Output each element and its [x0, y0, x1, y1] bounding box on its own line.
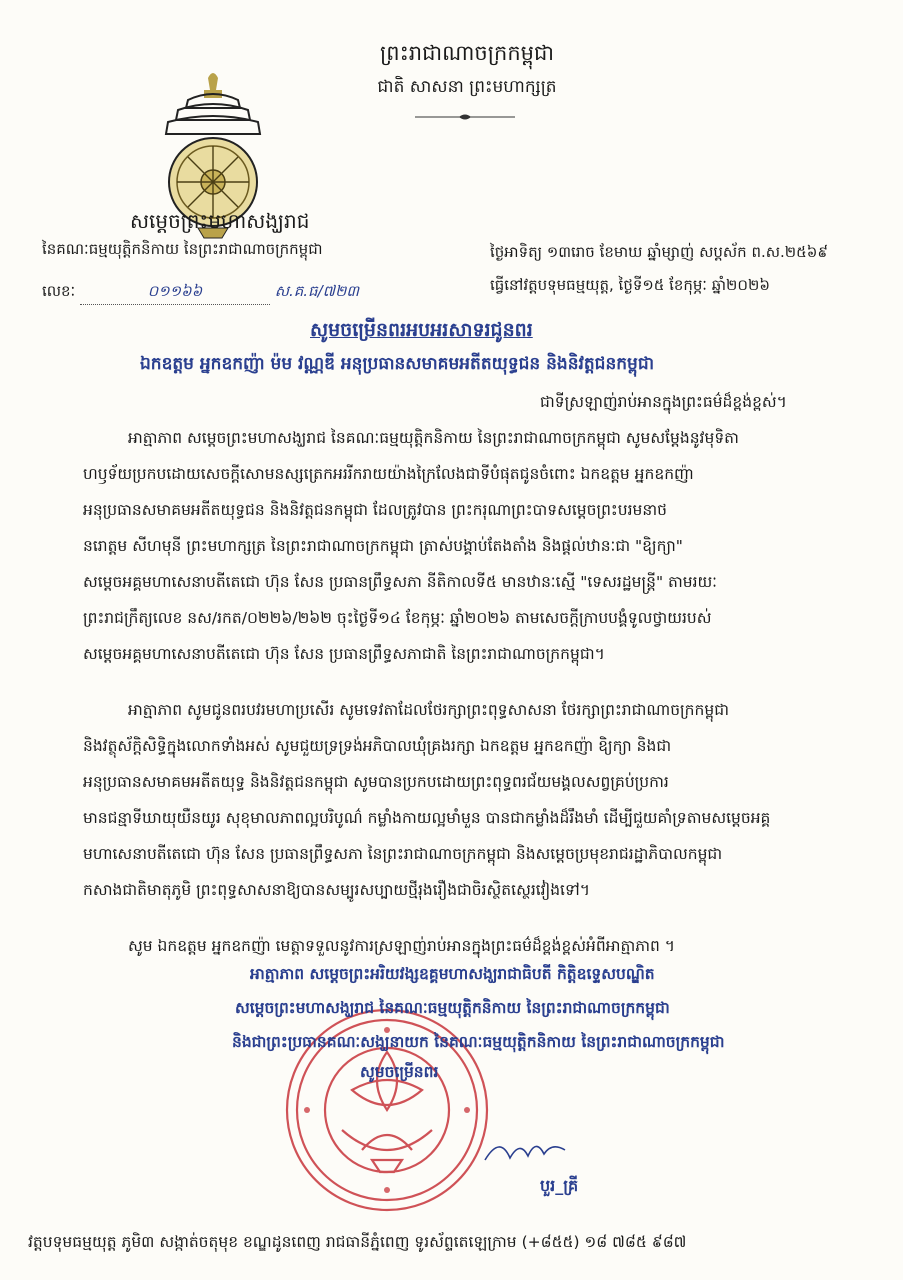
issuer-organization: នៃគណៈធម្មយុត្តិកនិកាយ នៃព្រះរាជាណាចក្រកម្ពុជា [42, 240, 323, 258]
kingdom-heading: ព្រះរាជាណាចក្រកម្ពុជា [379, 41, 554, 65]
p1-line: ព្រះរាជក្រឹត្យលេខ នស/រកត/០២២៦/២៦២ ចុះថ្ងៃទី១៤ ខែកុម្ភៈ ឆ្នាំ២០២៦ តាមសេចក្ដីក្រាបបង្គំទូលថ្វាយរបស់ [83, 609, 712, 627]
closing-blessing: សូមចម្រើនពរ [360, 1063, 439, 1081]
closing-line: សម្ដេចព្រះមហាសង្ឃរាជ នៃគណៈធម្មយុត្តិកនិកាយ នៃព្រះរាជាណាចក្រកម្ពុជា [235, 999, 670, 1017]
greeting: ជាទីស្រឡាញ់រាប់អានក្នុងព្រះធម៌ដ៏ខ្ពង់ខ្ពស់។ [540, 393, 787, 411]
letter-title: សូមចម្រើនពរអបអរសាទរជូនពរ [310, 319, 533, 341]
p1-line: ហឫទ័យប្រកបដោយសេចក្ដីសោមនស្សត្រេកអររីករាយយ៉ាងក្រៃលែងជាទីបំផុតជូនចំពោះ ឯកឧត្តម អ្នកឧកញ៉ា [83, 465, 694, 483]
p2-line: អាត្មាភាព សូមជូនពរបវរមហាប្រសើរ សូមទេវតាដែលថែរក្សាព្រះពុទ្ធសាសនា ថែរក្សាព្រះរាជាណាចក្រកម្ពុជា [128, 701, 729, 719]
reference-label: លេខៈ [42, 282, 76, 300]
signature-name: បួរ_គ្រី [540, 1176, 579, 1195]
footer-address: វត្តបទុមធម្មយុត្ត ភូមិ៣ សង្កាត់ចតុមុខ ខណ្ឌដូនពេញ រាជធានីភ្នំពេញ ទូរស័ព្ទតេឡេក្រាម (+៨៥៥) ១៨ ៧៨៥ ៩៨៧ [28, 1233, 687, 1251]
p1-line: សម្ដេចអគ្គមហាសេនាបតីតេជោ ហ៊ុន សែន ប្រធានព្រឹទ្ធសភា នីតិកាលទី៥ មានឋានៈស្មើ "ទេសរដ្ឋមន្ត្រី" តាមរយៈ [83, 573, 718, 591]
closing-line: និងជាព្រះប្រធានគណៈសង្ឃនាយក នៃគណៈធម្មយុត្តិកនិកាយ នៃព្រះរាជាណាចក្រកម្ពុជា [232, 1033, 725, 1051]
reference-row [42, 282, 359, 305]
p2-line: និងវត្ថុស័ក្ដិសិទ្ធិក្នុងលោកទាំងអស់ សូមជួយទ្រទ្រង់អភិបាលឃុំគ្រងរក្សា ឯកឧត្តម អ្នកឧកញ៉ា ឧិ្យក្យា និងជា [83, 737, 672, 755]
p1-line: សម្ដេចអគ្គមហាសេនាបតីតេជោ ហ៊ុន សែន ប្រធានព្រឹទ្ធសភាជាតិ នៃព្រះរាជាណាចក្រកម្ពុជា។ [83, 645, 605, 663]
ornament-divider [415, 112, 515, 122]
issuer-title: សម្ដេចព្រះមហាសង្ឃរាជ [130, 209, 310, 233]
p1-line: អនុប្រធានសមាគមអតីតយុទ្ធជន និងនិវត្តជនកម្ពុជា ដែលត្រូវបាន ព្រះករុណាព្រះបាទសម្ដេចព្រះបរមនាថ [83, 501, 667, 519]
p2-line: កសាងជាតិមាតុភូមិ ព្រះពុទ្ធសាសនាឱ្យបានសម្បូរសប្បាយថ្មីរុងរឿងជាចិរស្ថិតស្ថេរវៀងទៅ។ [83, 881, 590, 899]
national-motto: ជាតិ សាសនា ព្រះមហាក្សត្រ [377, 77, 557, 97]
recipient-line: ឯកឧត្តម អ្នកឧកញ៉ា ម៉ម វណ្ណឌី អនុប្រធានសមាគមអតីតយុទ្ធជន និងនិវត្តជនកម្ពុជា [140, 354, 655, 374]
p1-line: អាត្មាភាព សម្ដេចព្រះមហាសង្ឃរាជ នៃគណៈធម្មយុត្តិកនិកាយ នៃព្រះរាជាណាចក្រកម្ពុជា សូមសម្ដែងនូវមុទិតា [128, 429, 739, 447]
solar-date: ធ្វើនៅវត្តបទុមធម្មយុត្ត, ថ្ងៃទី១៥ ខែកុម្ភៈ ឆ្នាំ២០២៦ [490, 276, 770, 294]
p2-line: អនុប្រធានសមាគមអតីតយុទ្ធ និងនិវត្តជនកម្ពុជា សូមបានប្រកបដោយព្រះពុទ្ធពរជ័យមង្គលសព្វគ្រប់ប្រការ [83, 773, 669, 791]
closing-line: អាត្មាភាព សម្ដេចព្រះអរិយវង្សឧគ្គមហាសង្ឃរាជាធិបតី កិត្តិឧទ្ទេសបណ្ឌិត [250, 965, 655, 983]
p3-line: សូម ឯកឧត្តម អ្នកឧកញ៉ា មេត្តាទទួលនូវការស្រឡាញ់រាប់អានក្នុងព្រះធម៌ដ៏ខ្ពង់ខ្ពស់អំពីអាត្មាភាព ។ [128, 937, 675, 955]
reference-number: ០១១៦៦ [147, 282, 203, 300]
p2-line: មហាសេនាបតីតេជោ ហ៊ុន សែន ប្រធានព្រឹទ្ធសភា នៃព្រះរាជាណាចក្រកម្ពុជា និងសម្ដេចប្រមុខរាជរដ្ឋាភិបាលកម្ពុជា [83, 845, 723, 863]
lunar-date: ថ្ងៃអាទិត្យ ១៣រោច ខែមាឃ ឆ្នាំម្សាញ់ សប្តស័ក ព.ស.២៥៦៩ [490, 243, 828, 261]
handwritten-signature [480, 1130, 570, 1170]
p1-line: នរោត្តម សីហមុនី ព្រះមហាក្សត្រ នៃព្រះរាជាណាចក្រកម្ពុជា ត្រាស់បង្គាប់តែងតាំង និងផ្ដល់ឋានៈជា "ឧិ្យក្យា" [83, 537, 683, 555]
p2-line: មានជន្មាទីឃាយុយឺនយូរ សុខុមាលភាពល្អបរិបូណ៌ កម្លាំងកាយល្អមាំមួន បានជាកម្លាំងដ៏រឹងមាំ ដើម្បីជួយគាំទ្រតាមសម្ដេចអគ្គ [83, 809, 771, 827]
reference-suffix: ស.គ.ធ/៧២៣ [274, 282, 360, 300]
